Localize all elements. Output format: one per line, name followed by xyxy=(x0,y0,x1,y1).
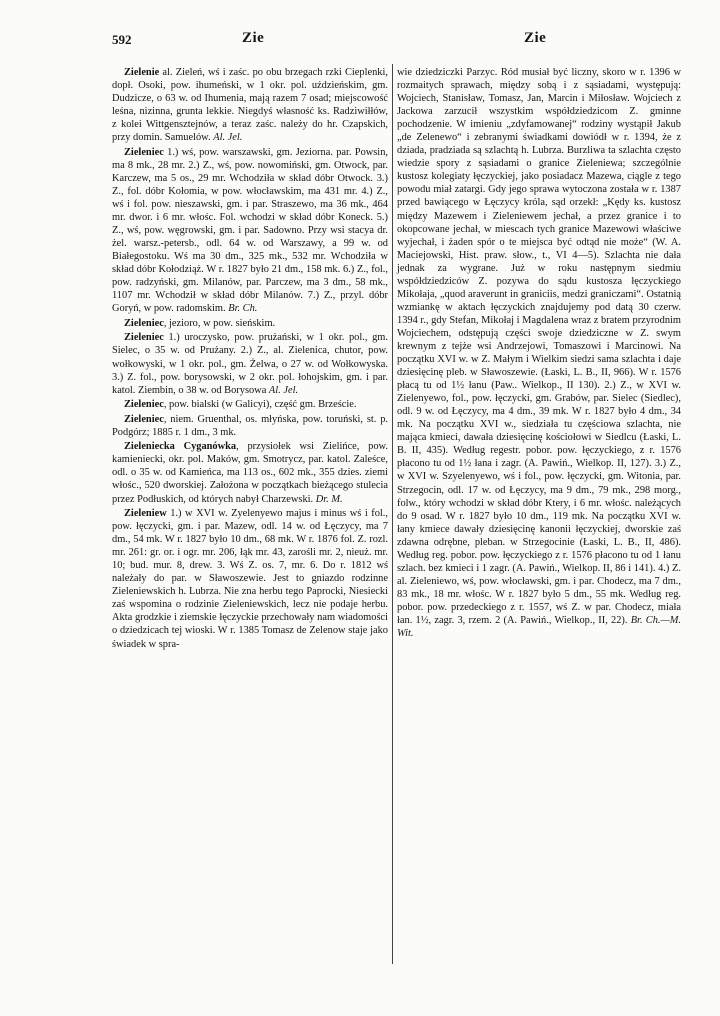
entry-continuation xyxy=(397,66,681,640)
entry xyxy=(112,507,388,651)
entry-text: , pow. bialski (w Galicyi), część gm. Brzeście. xyxy=(163,399,357,411)
entry xyxy=(112,440,388,505)
entry-text: wie dziedziczki Parzyc. Ród musiał być liczny, skoro w r. 1396 w rozmaitych sprawach, między sobą i z sąsiadami, występują: Wojciech, Stanisław, Tomasz, Jan, Marcin i Miłosław. Wojciech z Jackowa zarzucił wszystkim współdziedzicom Z. gminne pochodzenie. W imieniu „zdyfamowanej“ rodziny wystąpił Jakub „de Zelenewo“ i zebranymi świadkami dowiódł w r. 1394, że z dziada, pradziada są szlachtą h. Lubrza. Burzliwa ta szlachta często wiedzie spory z sąsiadami o granice Zieleniewa; szczególnie kustosz kolegiaty łęczyckiej, jako posiadacz Mazewa, ciągle z tego powodu miał zatargi. Gdy jego sprawa wytoczona została w r. 1387 przed bawiącego w Łęczycy króla, sąd orzekł: „Kędy ks. kustosz między Mazewem i Zieleniewem jechał, a przez granice i to okopcowane jechał, w miescach tych granice Mazewowi właściwe wyjechał, i żaden spór o te miejsca być odtąd nie może“ (W. A. Maciejowski, Hist. praw. słow., t., VI 4—5). Szlachta nie dała jednak za wygrane. Już w roku następnym siedmiu współdziedziców Z. pozywa do sądu kustosza łęczyckiego Mikołaja, „quod araverunt in graniciis, medzi graniczami“. Ostatnią wzmiankę w aktach łęczyckich znajdujemy pod datą 30 czerw. 1394 r., gdy Stefan, Mikołaj i Magdalena wraz z bratem przyrodnim Wojciechem, odstępują części swoje dziedziczne w Z. swym krewnym z tejże wsi Andrzejowi, Tomaszowi i Marcinowi. Na początku XVI w. w Z. Małym i Wielkim siedzi sama szlachta i daje dziesięcinę pleb. w Sławoszewie. (Łaski, L. B., II, 966). W r. 1576 płacą tu od 1½ łanu (Paw.. Wielkop., II 130). 2.) Z., w XVI w. Zielenyewo, fol., pow. łęczycki, gm. Grabów, par. Sielec (Siedlec), odl. 9 w. od Łęczycy, ma 4 dm., 39 mk. W r. 1827 było 4 dm., 34 mk. Na początku XVI w., siedziała tu częściowa szlachta, nie mająca kmieci, dawała dziesięcinę kościołowi w Siedlcu (Łaski, L. B. II, 435). Według regestr. pobor. pow. łęczyckiego, z r. 1576 płacono tu od 1½ łana i zagr. (A. Pawiń., Wielkop. II, 127). 3.) Z., w XVI w. Szyelenyewo, wś i fol., pow. łęczycki, gm. Witonia, par. Strzegocin, odl. 17 w. od Łęczycy, ma 9 dm., 79 mk., 298 morg., folw., który wchodzi w skład dóbr Ktery, i 6 mr. włośc. należących do 9 osad. W r. 1827 było 10 dm., 119 mk. Na początku XVI w. łany kmiece dawały dziesięcinę kanonii łęczyckiej, dworskie zaś zdawna odrębne, pleban. w Strzegocinie (Łaski, L. B., II, 486). Według reg. pobor. pow. łęczyckiego z r. 1576 płacono tu od 1 łanu szlach. bez kmieci i 1 zagr. (A. Pawiń., Wielkop. II, 86 i 141). 4.) Z. al. Zieleniewo, wś, pow. włocławski, gm. i par. Chodecz, ma 7 dm., 83 mk., 18 mr. włośc. W r. 1827 było 5 dm., 55 mk. Według reg. pobor. pow. przedeckiego z r. 1557, wś Z. w par. Chodecz, miała łan. 1½, zagr. 3, rzem. 2 (A. Pawiń., Wielkop., II, 22). xyxy=(397,67,681,626)
entry-text: , jezioro, w pow. sieńskim. xyxy=(163,317,276,329)
page-header xyxy=(112,32,692,52)
entry-signature: Al. Jel. xyxy=(213,132,243,144)
entry-headword: Zielenie xyxy=(124,67,160,78)
entry xyxy=(112,66,388,144)
entry-headword: Zieleniec xyxy=(124,399,164,411)
running-headword-right: Zie xyxy=(524,30,547,46)
entry-text: al. Zieleń, wś i zaśc. po obu brzegach rzki Cieplenki, dopł. Osoki, pow. ihumeński, w 1 okr. pol. uździeńskim, gm. Dudziczе, o 63 w. od Ihumenia, mają razem 7 osad; miejscowość leśna, nizinna, grunta lekkie. Niegdyś własność ks. Radziwiłłów, z kolei Wittgensztejnów, a teraz zaśc. należy do hr. Czapskich, przy domin. Samuelów. xyxy=(112,67,388,144)
entry-headword: Zieleniec xyxy=(124,146,164,158)
entry-text: 1.) uroczysko, pow. prużański, w 1 okr. pol., gm. Sielec, o 35 w. od Prużany. 2.) Z., al. Zielenica, chutor, pow. wołkowyski, w 1 okr. pol., gm. Żelwa, o 27 w. od Wołkowyska. 3.) Z. fol., pow. borysowski, w 2 okr. pol. łohojskim, gm. i par. katol. Ziembin, o 38 w. od Borysowa xyxy=(112,332,388,396)
entry xyxy=(112,398,388,411)
entry-signature: Br. Ch. xyxy=(228,303,258,315)
entry-headword: Zieleniec xyxy=(124,332,164,344)
running-headword-left: Zie xyxy=(242,30,265,46)
column-divider xyxy=(392,64,393,964)
entry xyxy=(112,146,388,316)
entry xyxy=(112,317,388,330)
entry-signature: Br. Ch.—M. Wit. xyxy=(397,614,681,640)
entry-headword: Zieleniew xyxy=(124,508,167,520)
right-column xyxy=(397,66,681,642)
entry-text: 1.) wś, pow. warszawski, gm. Jeziorna. par. Powsin, ma 8 mk., 28 mr. 2.) Z., wś, pow. nowomiński, gm. Otwock, par. Karczew, ma 5 os., 29 mr. Wchodziła w skład dóbr Otwock. 3.) Z., fol. dóbr Kołomia, w pow. włocławskim, ma 431 mr. 4.) Z., wś i fol. pow. nieszawski, gm. i par. Straszewo, ma 36 mk., 464 mr. dwor. i 6 mr. włośc. Fol. wchodzi w skład dóbr Koneck. 5.) Z., wś, pow. węgrowski, gm. i par. Sadowno. Przy wsi stacya dr. żel. warsz.-petersb., odl. 64 w. od Warszawy, a 99 w. od Białegostoku. Wś ma 30 dm., 325 mk., 532 mr. Wchodziła w skład dóbr Kołodziąż. W r. 1827 było 21 dm., 158 mk. 6.) Z., fol., pow. radzyński, gm. Milanów, par. Parczew, ma 3 dm., 58 mk., 1107 mr. Wchodził w skład dóbr Milanów. 7.) Z., przyl. dóbr Goryń, w pow. radomskim. xyxy=(112,146,388,315)
page-number: 592 xyxy=(112,32,132,47)
left-column xyxy=(112,66,388,652)
entry-headword: Zieleniec xyxy=(124,317,164,329)
entry-text: 1.) w XVI w. Zyelenyewo majus i minus wś i fol., pow. łęczycki, gm. i par. Mazew, odl. 14 w. od Łęczycy, ma 7 dm., 54 mk. W r. 1827 było 10 dm., 68 mk. W r. 1876 fol. Z. rozl. mr. 261: gr. or. i ogr. mr. 206, łąk mr. 43, zarośli mr. 2, nieuż. mr. 10; bud. mur. 8, drew. 3. Wś Z. os. 7, mr. 6. Do r. 1812 wś należały do par. w Sławoszewie. Jest to gniazdo rodzinne Zieleniewskich h. Lubrza. Nie zna herbu tego Paprocki, Niesiecki zaś wspomina o rodzinie Zieleniewskich, lecz nie podaje herbu. Akta grodzkie i ziemskie łęczyckie przechowały nam wiadomości o dziedzicach tej wioski. W r. 1385 Tomasz de Zelenow staje jako świadek w spra- xyxy=(112,508,388,650)
entry xyxy=(112,413,388,439)
entry-signature: Dr. M. xyxy=(315,493,343,505)
entry-headword: Zieleniec xyxy=(124,413,164,425)
entry xyxy=(112,331,388,396)
entry-text: , niem. Gruenthal, os. młyńska, pow. toruński, st. p. Podgórz; 1885 r. 1 dm., 3 mk. xyxy=(112,413,388,438)
entry-signature: Al. Jel. xyxy=(268,384,299,396)
entry-headword: Zieleniecka Cyganówka xyxy=(124,441,237,453)
entry-text: , przysiołek wsi Zielińce, pow. kamieniecki, okr. pol. Maków, gm. Smotrycz, par. katol. Zaleśce, odl. o 35 w. od Kamieńca, ma 113 os., 602 mk., 355 dzies. ziemi włośc., 520 dworskiej. Założona w początkach bieżącego stulecia przez Podłuskich, od których nabył Charzewski. xyxy=(112,441,388,505)
